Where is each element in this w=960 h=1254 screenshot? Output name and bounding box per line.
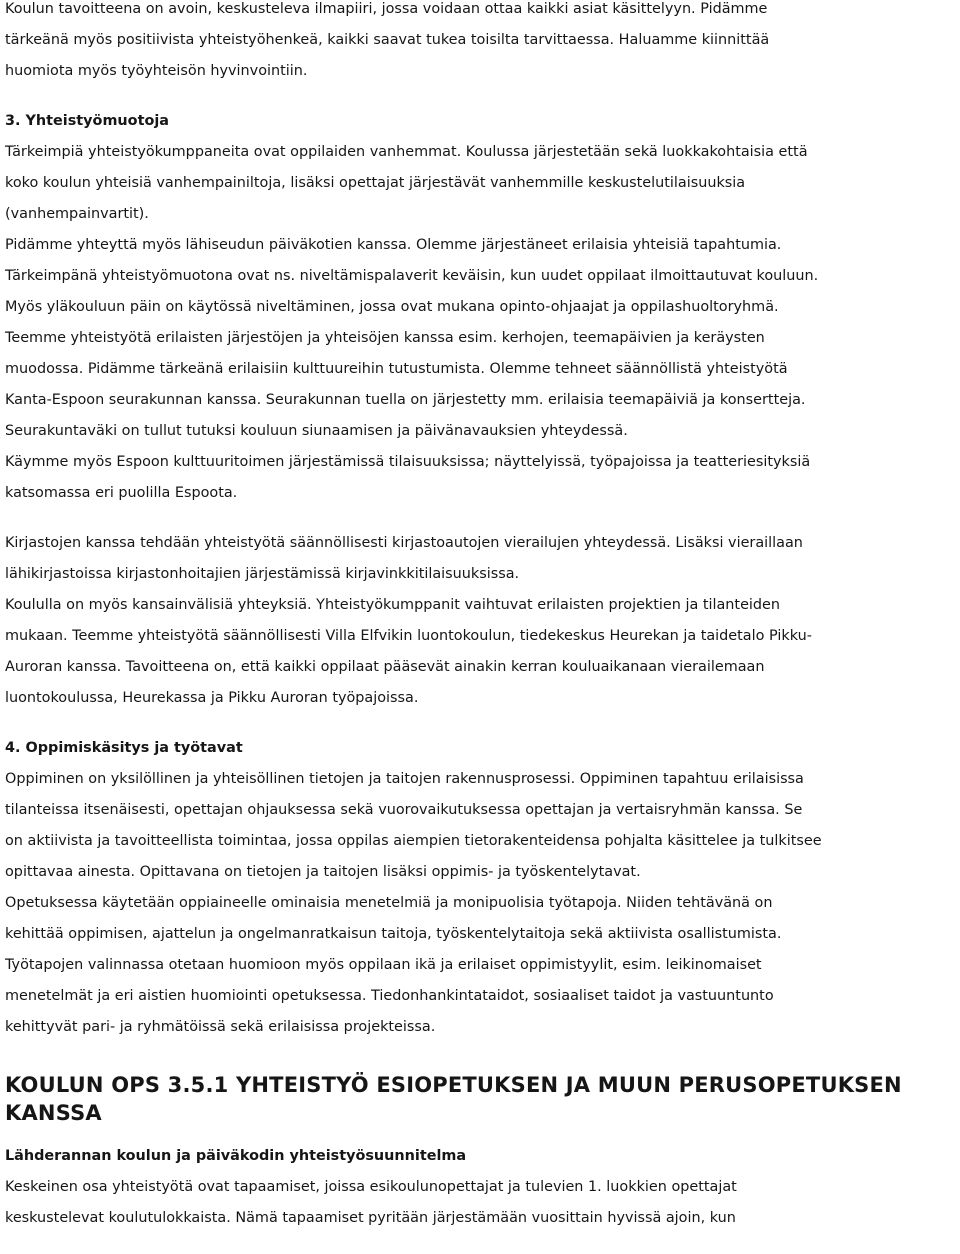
text-line: Auroran kanssa. Tavoitteena on, että kaikki oppilaat pääsevät ainakin kerran kouluaikanaan vierailemaan [5,659,765,675]
section-3 [5,106,957,714]
section-heading: 4. Oppimiskäsitys ja työtavat [5,740,243,756]
text-line: mukaan. Teemme yhteistyötä säännöllisesti Villa Elfvikin luontokoulun, tiedekeskus Heurekan ja taidetalo Pikku- [5,628,812,644]
text-line: Koulun tavoitteena on avoin, keskusteleva ilmapiiri, jossa voidaan ottaa kaikki asiat käsittelyyn. Pidämme [5,1,768,17]
text-line: opittavaa ainesta. Opittavana on tietojen ja taitojen lisäksi oppimis- ja työskentelytavat. [5,864,641,880]
ops-section [5,1071,957,1234]
text-line: muodossa. Pidämme tärkeänä erilaisiin kulttuureihin tutustumista. Olemme tehneet säännöllistä yhteistyötä [5,361,788,377]
text-line: (vanhempainvartit). [5,206,149,222]
text-line: katsomassa eri puolilla Espoota. [5,485,238,501]
text-line: Kanta-Espoon seurakunnan kanssa. Seurakunnan tuella on järjestetty mm. erilaisia teemapäiviä ja konsertteja. [5,392,806,408]
text-line: koko koulun yhteisiä vanhempainiltoja, lisäksi opettajat järjestävät vanhemmille keskustelutilaisuuksia [5,175,746,191]
ops-subheading: Lähderannan koulun ja päiväkodin yhteistyösuunnitelma [5,1148,467,1164]
text-line: Käymme myös Espoon kulttuuritoimen järjestämissä tilaisuuksissa; näyttelyissä, työpajoissa ja teatteriesityksiä [5,454,811,470]
text-line: Seurakuntaväki on tullut tutuksi kouluun siunaamisen ja päivänavauksien yhteydessä. [5,423,628,439]
text-line: Tärkeimpiä yhteistyökumppaneita ovat oppilaiden vanhemmat. Koulussa järjestetään sekä luokkakohtaisia että [5,144,808,160]
document-page [5,0,957,1234]
section-4 [5,733,957,1043]
text-line: Koululla on myös kansainvälisiä yhteyksiä. Yhteistyökumppanit vaihtuvat erilaisten projektien ja tilanteiden [5,597,781,613]
text-line: huomiota myös työyhteisön hyvinvointiin. [5,63,308,79]
text-line: Opetuksessa käytetään oppiaineelle ominaisia menetelmiä ja monipuolisia työtapoja. Niiden tehtävänä on [5,895,773,911]
text-line: kehittyvät pari- ja ryhmätöissä sekä erilaisissa projekteissa. [5,1019,436,1035]
text-line: Työtapojen valinnassa otetaan huomioon myös oppilaan ikä ja erilaiset oppimistyylit, esim. leikinomaiset [5,957,762,973]
text-line: Myös yläkouluun päin on käytössä niveltäminen, jossa ovat mukana opinto-ohjaajat ja oppilashuoltoryhmä. [5,299,779,315]
ops-title-line: KOULUN OPS 3.5.1 YHTEISTYÖ ESIOPETUKSEN JA MUUN PERUSOPETUKSEN [5,1073,902,1097]
intro-paragraph [5,0,957,87]
text-line: on aktiivista ja tavoitteellista toimintaa, jossa oppilas aiempien tietorakenteidensa pohjalta käsittelee ja tulkitsee [5,833,822,849]
ops-title [5,1071,957,1127]
text-line: luontokoulussa, Heurekassa ja Pikku Auroran työpajoissa. [5,690,419,706]
text-line: Oppiminen on yksilöllinen ja yhteisöllinen tietojen ja taitojen rakennusprosessi. Oppiminen tapahtuu erilaisissa [5,771,804,787]
text-line: kehittää oppimisen, ajattelun ja ongelmanratkaisun taitoja, työskentelytaitoja sekä aktiivista osallistumista. [5,926,782,942]
text-line: Tärkeimpänä yhteistyömuotona ovat ns. niveltämispalaverit keväisin, kun uudet oppilaat ilmoittautuvat kouluun. [5,268,819,284]
text-line: menetelmät ja eri aistien huomiointi opetuksessa. Tiedonhankintataidot, sosiaaliset taidot ja vastuuntunto [5,988,774,1004]
text-line: Keskeinen osa yhteistyötä ovat tapaamiset, joissa esikoulunopettajat ja tulevien 1. luokkien opettajat [5,1179,737,1195]
text-line: keskustelevat koulutulokkaista. Nämä tapaamiset pyritään järjestämään vuosittain hyvissä ajoin, kun [5,1210,736,1226]
ops-title-line: KANSSA [5,1101,102,1125]
text-line: Pidämme yhteyttä myös lähiseudun päiväkotien kanssa. Olemme järjestäneet erilaisia yhteisiä tapahtumia. [5,237,782,253]
text-line: tärkeänä myös positiivista yhteistyöhenkeä, kaikki saavat tukea toisilta tarvittaessa. Haluamme kiinnittää [5,32,770,48]
text-line: Kirjastojen kanssa tehdään yhteistyötä säännöllisesti kirjastoautojen vierailujen yhteydessä. Lisäksi vieraillaan [5,535,803,551]
text-line: lähikirjastoissa kirjastonhoitajien järjestämissä kirjavinkkitilaisuuksissa. [5,566,520,582]
text-line: tilanteissa itsenäisesti, opettajan ohjauksessa sekä vuorovaikutuksessa opettajan ja vertaisryhmän kanssa. Se [5,802,803,818]
text-line: Teemme yhteistyötä erilaisten järjestöjen ja yhteisöjen kanssa esim. kerhojen, teemapäivien ja keräysten [5,330,765,346]
section-heading: 3. Yhteistyömuotoja [5,113,169,129]
